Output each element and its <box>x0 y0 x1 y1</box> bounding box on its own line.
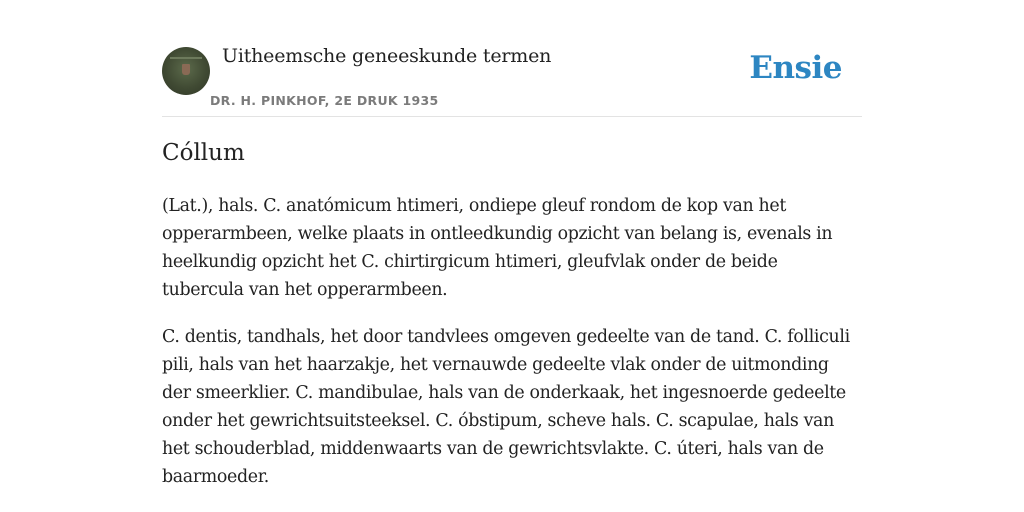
entry-title: Cóllum <box>162 140 245 166</box>
book-cover-band <box>170 57 202 59</box>
entry-paragraph: C. dentis, tandhals, het door tandvlees omgeven gedeelte van de tand. C. folliculi pili, hals van het haarzakje, het vernauwde gedeelte vlak onder de uitmonding der smeerklier. C. mandibulae, hals van de onderkaak, het ingesnoerde gedeelte onder het gewrichtsuitsteeksel. C. óbstipum, scheve hals. C. scapulae, hals van het schouderblad, middenwaarts van de gewrichtsvlakte. C. úteri, hals van de baarmoeder. <box>162 327 850 487</box>
dictionary-author: DR. H. PINKHOF, 2E DRUK 1935 <box>210 93 439 108</box>
dictionary-header <box>162 44 862 117</box>
dictionary-title[interactable]: Uitheemsche geneeskunde termen <box>222 45 552 67</box>
entry-body <box>162 192 862 510</box>
ensie-logo[interactable]: Ensie <box>749 50 842 86</box>
book-cover-emblem <box>182 64 190 75</box>
entry-paragraph: (Lat.), hals. C. anatómicum htimeri, ondiepe gleuf rondom de kop van het opperarmbeen, welke plaats in ontleedkundig opzicht van belang is, evenals in heelkundig opzicht het C. chirtirgicum htimeri, gleufvlak onder de beide tubercula van het opperarmbeen. <box>162 196 833 300</box>
book-cover-icon[interactable] <box>162 47 210 95</box>
